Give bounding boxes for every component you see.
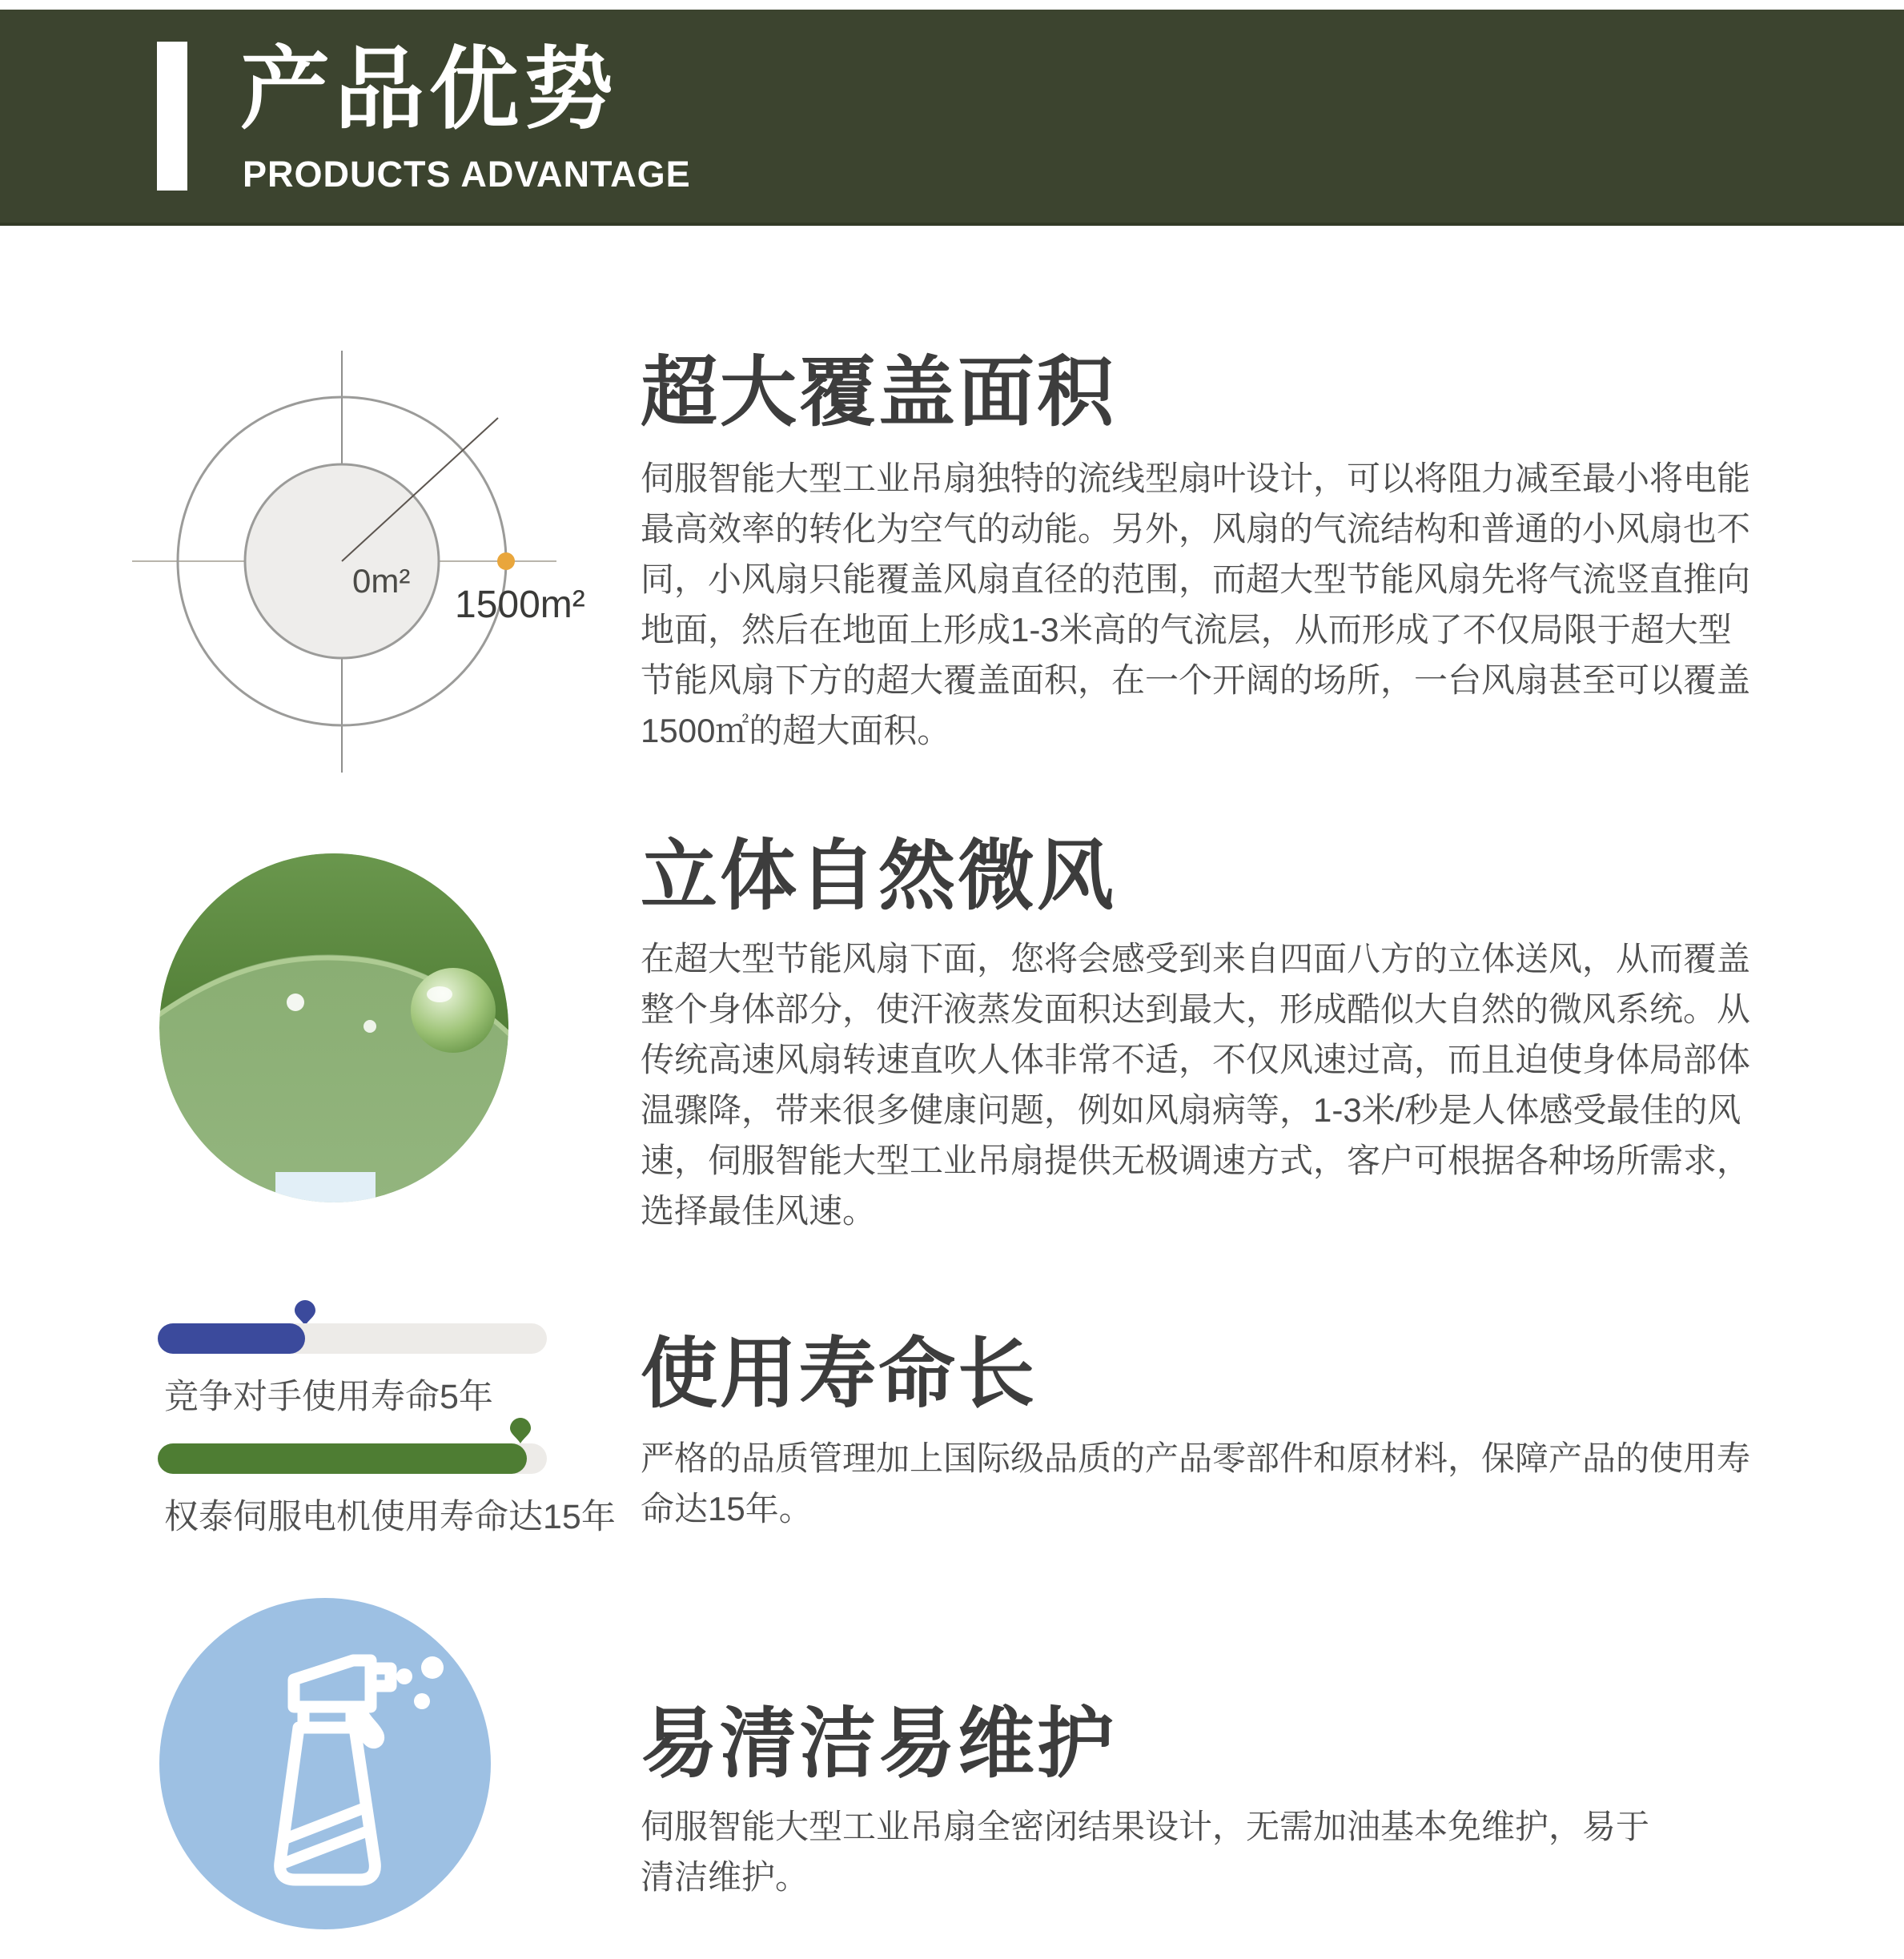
section-body-coverage: 伺服智能大型工业吊扇独特的流线型扇叶设计，可以将阻力减至最小将电能 最高效率的转化为空气的动能。另外，风扇的气流结构和普通的小风扇也不 同，小风扇只能覆盖风扇直径的范围，而超大型节能风扇先将气流竖直推向 地面，然后在地面上形成1-3米高的气流层，从而形成了不仅局限于超大型 节能风扇下方的超大覆盖面积，在一个开阔的场所，一台风扇甚至可以覆盖 1500㎡的超大面积。	[641, 460, 1751, 749]
leaf-photo	[159, 853, 508, 1202]
section-heading-breeze: 立体自然微风	[641, 833, 1116, 919]
bar-fill-competitor	[158, 1323, 305, 1354]
marker-pin-icon	[508, 1417, 533, 1444]
water-droplet	[411, 968, 496, 1053]
photo-bottom-highlight	[275, 1172, 376, 1202]
section-body-cleaning: 伺服智能大型工业吊扇全密闭结果设计，无需加油基本免维护，易于 清洁维护。	[641, 1808, 1650, 1896]
header-banner	[0, 10, 1904, 226]
section-heading-lifespan: 使用寿命长	[641, 1331, 1037, 1417]
coverage-area-diagram	[48, 336, 609, 785]
page-title: 产品优势	[240, 39, 618, 139]
page-subtitle: PRODUCTS ADVANTAGE	[243, 154, 691, 195]
accent-bar	[157, 42, 187, 191]
section-body-lifespan: 严格的品质管理加上国际级品质的产品零部件和原材料，保障产品的使用寿 命达15年。	[641, 1439, 1751, 1527]
diagram-center-label: 0m²	[352, 562, 411, 600]
section-heading-cleaning: 易清洁易维护	[641, 1701, 1116, 1787]
small-droplet	[287, 994, 304, 1011]
bar-track-competitor	[158, 1323, 547, 1354]
coverage-dot	[497, 552, 515, 570]
bar-label-quantai: 权泰伺服电机使用寿命达15年	[164, 1498, 616, 1536]
marker-pin-icon	[292, 1299, 318, 1327]
lifespan-comparison	[158, 1295, 616, 1536]
diagram-outer-label: 1500m²	[455, 584, 585, 626]
section-body-breeze: 在超大型节能风扇下面，您将会感受到来自四面八方的立体送风，从而覆盖 整个身体部分，使汗液蒸发面积达到最大，形成酷似大自然的微风系统。从 传统高速风扇转速直吹人体非常不适，不仅风速过高，而且迫使身体局部体 温骤降，带来很多健康问题，例如风扇病等，1-3米/秒是人体感受最佳的风 速，伺服智能大型工业吊扇提供无极调速方式，客户可根据各种场所需求， 选择最佳风速。	[641, 940, 1751, 1230]
spray-bottle-icon	[159, 1598, 491, 1929]
bar-label-competitor: 竞争对手使用寿命5年	[164, 1378, 493, 1416]
bar-fill-quantai	[158, 1443, 527, 1474]
section-heading-coverage: 超大覆盖面积	[641, 350, 1116, 436]
small-droplet	[364, 1020, 376, 1033]
bar-track-quantai	[158, 1443, 547, 1474]
